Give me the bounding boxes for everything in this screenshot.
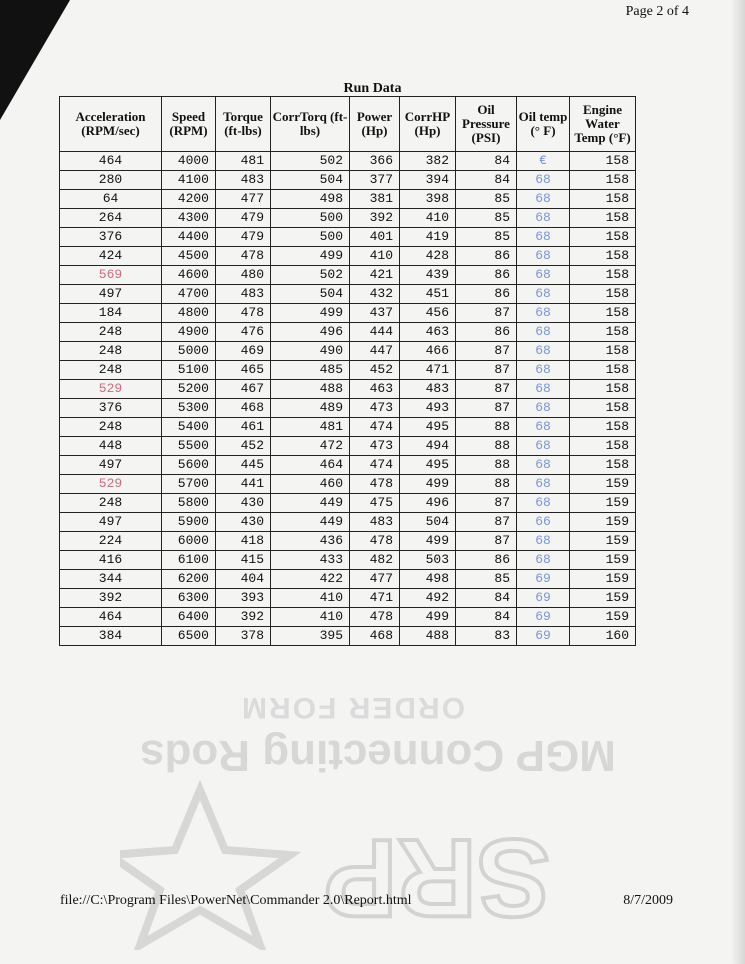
- table-cell: 481: [271, 418, 350, 437]
- table-cell: 159: [570, 551, 636, 570]
- table-cell: 86: [456, 323, 517, 342]
- table-cell: 496: [400, 494, 456, 513]
- table-cell: 68: [517, 380, 570, 399]
- table-cell: 485: [271, 361, 350, 380]
- footer-file-path: file://C:\Program Files\PowerNet\Commander 2.0\Report.html: [60, 893, 412, 908]
- column-header: CorrTorq (ft-lbs): [271, 97, 350, 152]
- table-cell: 483: [350, 513, 400, 532]
- table-cell: 87: [456, 532, 517, 551]
- table-cell: 68: [517, 247, 570, 266]
- table-cell: 433: [271, 551, 350, 570]
- table-cell: 483: [400, 380, 456, 399]
- table-cell: 6500: [162, 627, 216, 646]
- table-cell: 344: [60, 570, 162, 589]
- table-cell: 404: [216, 570, 271, 589]
- table-cell: 160: [570, 627, 636, 646]
- table-cell: 158: [570, 209, 636, 228]
- table-cell: 68: [517, 190, 570, 209]
- column-header: CorrHP (Hp): [400, 97, 456, 152]
- table-cell: 88: [456, 456, 517, 475]
- table-cell: 68: [517, 437, 570, 456]
- table-cell: 401: [350, 228, 400, 247]
- table-cell: 158: [570, 228, 636, 247]
- table-cell: 504: [271, 171, 350, 190]
- table-cell: 158: [570, 285, 636, 304]
- table-cell: 473: [350, 437, 400, 456]
- table-cell: 5900: [162, 513, 216, 532]
- table-cell: 248: [60, 418, 162, 437]
- table-cell: 86: [456, 247, 517, 266]
- table-cell: 449: [271, 494, 350, 513]
- table-cell: 88: [456, 437, 517, 456]
- table-cell: 84: [456, 589, 517, 608]
- table-cell: 499: [400, 608, 456, 627]
- table-row: [60, 285, 636, 304]
- table-cell: 471: [400, 361, 456, 380]
- table-cell: 382: [400, 152, 456, 171]
- table-row: [60, 589, 636, 608]
- table-cell: 224: [60, 532, 162, 551]
- table-cell: 473: [350, 399, 400, 418]
- run-data-table: [59, 96, 636, 646]
- table-cell: 87: [456, 380, 517, 399]
- table-row: [60, 266, 636, 285]
- table-cell: 392: [216, 608, 271, 627]
- table-cell: 529: [60, 380, 162, 399]
- table-row: [60, 171, 636, 190]
- table-body: [60, 152, 636, 646]
- table-cell: 483: [216, 171, 271, 190]
- table-cell: 494: [400, 437, 456, 456]
- table-cell: 569: [60, 266, 162, 285]
- table-row: [60, 627, 636, 646]
- table-row: [60, 190, 636, 209]
- table-row: [60, 399, 636, 418]
- table-cell: 83: [456, 627, 517, 646]
- table-cell: 488: [271, 380, 350, 399]
- column-header: Oil temp (° F): [517, 97, 570, 152]
- table-cell: 68: [517, 399, 570, 418]
- table-cell: 158: [570, 323, 636, 342]
- table-cell: 410: [350, 247, 400, 266]
- table-cell: 489: [271, 399, 350, 418]
- table-cell: 502: [271, 152, 350, 171]
- table-cell: 248: [60, 494, 162, 513]
- table-cell: 461: [216, 418, 271, 437]
- table-cell: 6100: [162, 551, 216, 570]
- table-cell: 478: [350, 475, 400, 494]
- table-cell: 4900: [162, 323, 216, 342]
- table-cell: 4700: [162, 285, 216, 304]
- table-row: [60, 361, 636, 380]
- table-cell: 85: [456, 190, 517, 209]
- table-cell: 158: [570, 380, 636, 399]
- table-cell: 437: [350, 304, 400, 323]
- table-cell: 500: [271, 228, 350, 247]
- table-cell: 68: [517, 456, 570, 475]
- table-cell: 5700: [162, 475, 216, 494]
- table-cell: 448: [60, 437, 162, 456]
- table-cell: 478: [350, 532, 400, 551]
- table-cell: 5000: [162, 342, 216, 361]
- table-cell: 280: [60, 171, 162, 190]
- table-cell: 158: [570, 247, 636, 266]
- table-cell: 158: [570, 190, 636, 209]
- table-cell: 499: [400, 532, 456, 551]
- table-cell: 474: [350, 418, 400, 437]
- footer-date: 8/7/2009: [623, 893, 673, 908]
- table-cell: 504: [400, 513, 456, 532]
- table-cell: 430: [216, 494, 271, 513]
- table-cell: 500: [271, 209, 350, 228]
- table-cell: 6300: [162, 589, 216, 608]
- table-cell: 158: [570, 342, 636, 361]
- table-cell: 4600: [162, 266, 216, 285]
- table-cell: 495: [400, 456, 456, 475]
- table-cell: 432: [350, 285, 400, 304]
- table-cell: 69: [517, 570, 570, 589]
- table-cell: 159: [570, 589, 636, 608]
- table-cell: 499: [271, 304, 350, 323]
- table-cell: 4800: [162, 304, 216, 323]
- table-cell: 502: [271, 266, 350, 285]
- table-cell: 248: [60, 323, 162, 342]
- table-row: [60, 456, 636, 475]
- page-number: Page 2 of 4: [625, 4, 689, 19]
- table-cell: 504: [271, 285, 350, 304]
- table-cell: 436: [271, 532, 350, 551]
- table-cell: 5600: [162, 456, 216, 475]
- table-cell: 418: [216, 532, 271, 551]
- table-cell: 158: [570, 437, 636, 456]
- table-cell: 68: [517, 285, 570, 304]
- table-cell: 498: [400, 570, 456, 589]
- table-cell: 483: [216, 285, 271, 304]
- table-cell: 529: [60, 475, 162, 494]
- table-cell: 159: [570, 570, 636, 589]
- table-row: [60, 570, 636, 589]
- table-cell: 488: [400, 627, 456, 646]
- table-cell: 4400: [162, 228, 216, 247]
- table-cell: 184: [60, 304, 162, 323]
- table-cell: 480: [216, 266, 271, 285]
- table-cell: 87: [456, 361, 517, 380]
- table-cell: 478: [216, 247, 271, 266]
- table-cell: 69: [517, 589, 570, 608]
- table-cell: 394: [400, 171, 456, 190]
- table-cell: 449: [271, 513, 350, 532]
- table-row: [60, 342, 636, 361]
- table-cell: 452: [350, 361, 400, 380]
- table-cell: 475: [350, 494, 400, 513]
- table-cell: 469: [216, 342, 271, 361]
- table-cell: 451: [400, 285, 456, 304]
- table-cell: 68: [517, 361, 570, 380]
- table-cell: 492: [400, 589, 456, 608]
- table-cell: 377: [350, 171, 400, 190]
- table-cell: 481: [216, 152, 271, 171]
- column-header: Engine Water Temp (°F): [570, 97, 636, 152]
- table-cell: 68: [517, 171, 570, 190]
- table-cell: 471: [350, 589, 400, 608]
- table-cell: 490: [271, 342, 350, 361]
- table-row: [60, 247, 636, 266]
- table-cell: 384: [60, 627, 162, 646]
- table-cell: 498: [271, 190, 350, 209]
- table-cell: 447: [350, 342, 400, 361]
- table-cell: 84: [456, 171, 517, 190]
- table-cell: 6200: [162, 570, 216, 589]
- table-row: [60, 323, 636, 342]
- table-cell: 85: [456, 209, 517, 228]
- table-cell: 376: [60, 228, 162, 247]
- table-cell: 495: [400, 418, 456, 437]
- table-cell: 159: [570, 532, 636, 551]
- table-cell: 87: [456, 494, 517, 513]
- table-cell: 4100: [162, 171, 216, 190]
- table-cell: 497: [60, 456, 162, 475]
- table-cell: 441: [216, 475, 271, 494]
- table-cell: 5300: [162, 399, 216, 418]
- table-cell: 424: [60, 247, 162, 266]
- table-cell: 5100: [162, 361, 216, 380]
- table-cell: 69: [517, 627, 570, 646]
- table-row: [60, 475, 636, 494]
- table-cell: 5800: [162, 494, 216, 513]
- table-cell: 88: [456, 418, 517, 437]
- table-cell: 398: [400, 190, 456, 209]
- column-header: Acceleration (RPM/sec): [60, 97, 162, 152]
- table-cell: 456: [400, 304, 456, 323]
- table-cell: 467: [216, 380, 271, 399]
- table-cell: 496: [271, 323, 350, 342]
- table-cell: 5500: [162, 437, 216, 456]
- table-row: [60, 608, 636, 627]
- table-cell: 68: [517, 323, 570, 342]
- table-row: [60, 551, 636, 570]
- table-row: [60, 418, 636, 437]
- table-cell: 4500: [162, 247, 216, 266]
- table-cell: 499: [271, 247, 350, 266]
- watermark-order-form: ORDER FORM: [240, 691, 465, 724]
- table-cell: 68: [517, 475, 570, 494]
- column-header: Power (Hp): [350, 97, 400, 152]
- table-row: [60, 209, 636, 228]
- table-cell: 86: [456, 551, 517, 570]
- table-cell: 158: [570, 304, 636, 323]
- table-cell: 68: [517, 342, 570, 361]
- table-cell: 493: [400, 399, 456, 418]
- table-cell: 472: [271, 437, 350, 456]
- table-cell: 478: [216, 304, 271, 323]
- table-cell: 477: [350, 570, 400, 589]
- table-cell: 68: [517, 551, 570, 570]
- watermark-title: MGP Connecting Rods: [140, 731, 616, 780]
- table-cell: 463: [400, 323, 456, 342]
- table-cell: 452: [216, 437, 271, 456]
- table-cell: 464: [271, 456, 350, 475]
- table-cell: 430: [216, 513, 271, 532]
- table-row: [60, 494, 636, 513]
- table-cell: 499: [400, 475, 456, 494]
- table-cell: 84: [456, 152, 517, 171]
- table-cell: 482: [350, 551, 400, 570]
- table-cell: 393: [216, 589, 271, 608]
- table-cell: 6000: [162, 532, 216, 551]
- table-cell: 264: [60, 209, 162, 228]
- table-cell: 84: [456, 608, 517, 627]
- table-cell: 392: [350, 209, 400, 228]
- table-cell: 64: [60, 190, 162, 209]
- table-cell: 5400: [162, 418, 216, 437]
- table-cell: 477: [216, 190, 271, 209]
- table-cell: 428: [400, 247, 456, 266]
- table-cell: 158: [570, 171, 636, 190]
- table-cell: 460: [271, 475, 350, 494]
- table-cell: 86: [456, 266, 517, 285]
- table-cell: 479: [216, 209, 271, 228]
- table-cell: 466: [400, 342, 456, 361]
- column-header: Oil Pressure (PSI): [456, 97, 517, 152]
- table-cell: 87: [456, 304, 517, 323]
- table-cell: 158: [570, 418, 636, 437]
- table-cell: 68: [517, 266, 570, 285]
- table-cell: 464: [60, 608, 162, 627]
- table-cell: 410: [400, 209, 456, 228]
- table-cell: 410: [271, 608, 350, 627]
- table-cell: 248: [60, 342, 162, 361]
- table-cell: 88: [456, 475, 517, 494]
- table-cell: 87: [456, 513, 517, 532]
- table-row: [60, 437, 636, 456]
- table-cell: 416: [60, 551, 162, 570]
- table-cell: €: [517, 152, 570, 171]
- table-title: Run Data: [343, 81, 402, 96]
- table-cell: 159: [570, 475, 636, 494]
- table-cell: 68: [517, 494, 570, 513]
- table-cell: 392: [60, 589, 162, 608]
- table-cell: 439: [400, 266, 456, 285]
- table-cell: 158: [570, 152, 636, 171]
- table-cell: 248: [60, 361, 162, 380]
- table-cell: 381: [350, 190, 400, 209]
- table-cell: 476: [216, 323, 271, 342]
- table-cell: 159: [570, 608, 636, 627]
- table-cell: 474: [350, 456, 400, 475]
- page-edge-shadow: [731, 0, 745, 964]
- table-cell: 497: [60, 285, 162, 304]
- table-cell: 68: [517, 228, 570, 247]
- table-cell: 376: [60, 399, 162, 418]
- table-cell: 68: [517, 532, 570, 551]
- column-header: Torque (ft-lbs): [216, 97, 271, 152]
- table-row: [60, 380, 636, 399]
- table-cell: 478: [350, 608, 400, 627]
- table-cell: 415: [216, 551, 271, 570]
- table-cell: 66: [517, 513, 570, 532]
- table-cell: 497: [60, 513, 162, 532]
- table-cell: 421: [350, 266, 400, 285]
- table-row: [60, 152, 636, 171]
- table-cell: 69: [517, 608, 570, 627]
- table-cell: 465: [216, 361, 271, 380]
- table-cell: 68: [517, 209, 570, 228]
- table-cell: 366: [350, 152, 400, 171]
- table-cell: 468: [216, 399, 271, 418]
- table-cell: 6400: [162, 608, 216, 627]
- table-cell: 87: [456, 342, 517, 361]
- table-cell: 86: [456, 285, 517, 304]
- table-cell: 158: [570, 456, 636, 475]
- table-cell: 85: [456, 570, 517, 589]
- table-cell: 159: [570, 513, 636, 532]
- column-header: Speed (RPM): [162, 97, 216, 152]
- table-cell: 378: [216, 627, 271, 646]
- table-cell: 422: [271, 570, 350, 589]
- table-cell: 68: [517, 418, 570, 437]
- table-cell: 4300: [162, 209, 216, 228]
- table-cell: 445: [216, 456, 271, 475]
- table-row: [60, 304, 636, 323]
- table-cell: 158: [570, 361, 636, 380]
- table-cell: 479: [216, 228, 271, 247]
- table-cell: 85: [456, 228, 517, 247]
- table-cell: 158: [570, 266, 636, 285]
- table-cell: 5200: [162, 380, 216, 399]
- table-cell: 503: [400, 551, 456, 570]
- table-cell: 463: [350, 380, 400, 399]
- table-cell: 410: [271, 589, 350, 608]
- table-cell: 468: [350, 627, 400, 646]
- table-cell: 4200: [162, 190, 216, 209]
- table-cell: 158: [570, 399, 636, 418]
- table-cell: 87: [456, 399, 517, 418]
- table-cell: 159: [570, 494, 636, 513]
- table-cell: 395: [271, 627, 350, 646]
- watermark-star-logo-icon: [120, 780, 640, 950]
- table-cell: 68: [517, 304, 570, 323]
- table-row: [60, 513, 636, 532]
- watermark-logo-text: SRP: [323, 816, 550, 939]
- table-row: [60, 228, 636, 247]
- table-cell: 444: [350, 323, 400, 342]
- table-cell: 4000: [162, 152, 216, 171]
- table-row: [60, 532, 636, 551]
- table-header-row: [60, 97, 636, 152]
- table-cell: 464: [60, 152, 162, 171]
- table-cell: 419: [400, 228, 456, 247]
